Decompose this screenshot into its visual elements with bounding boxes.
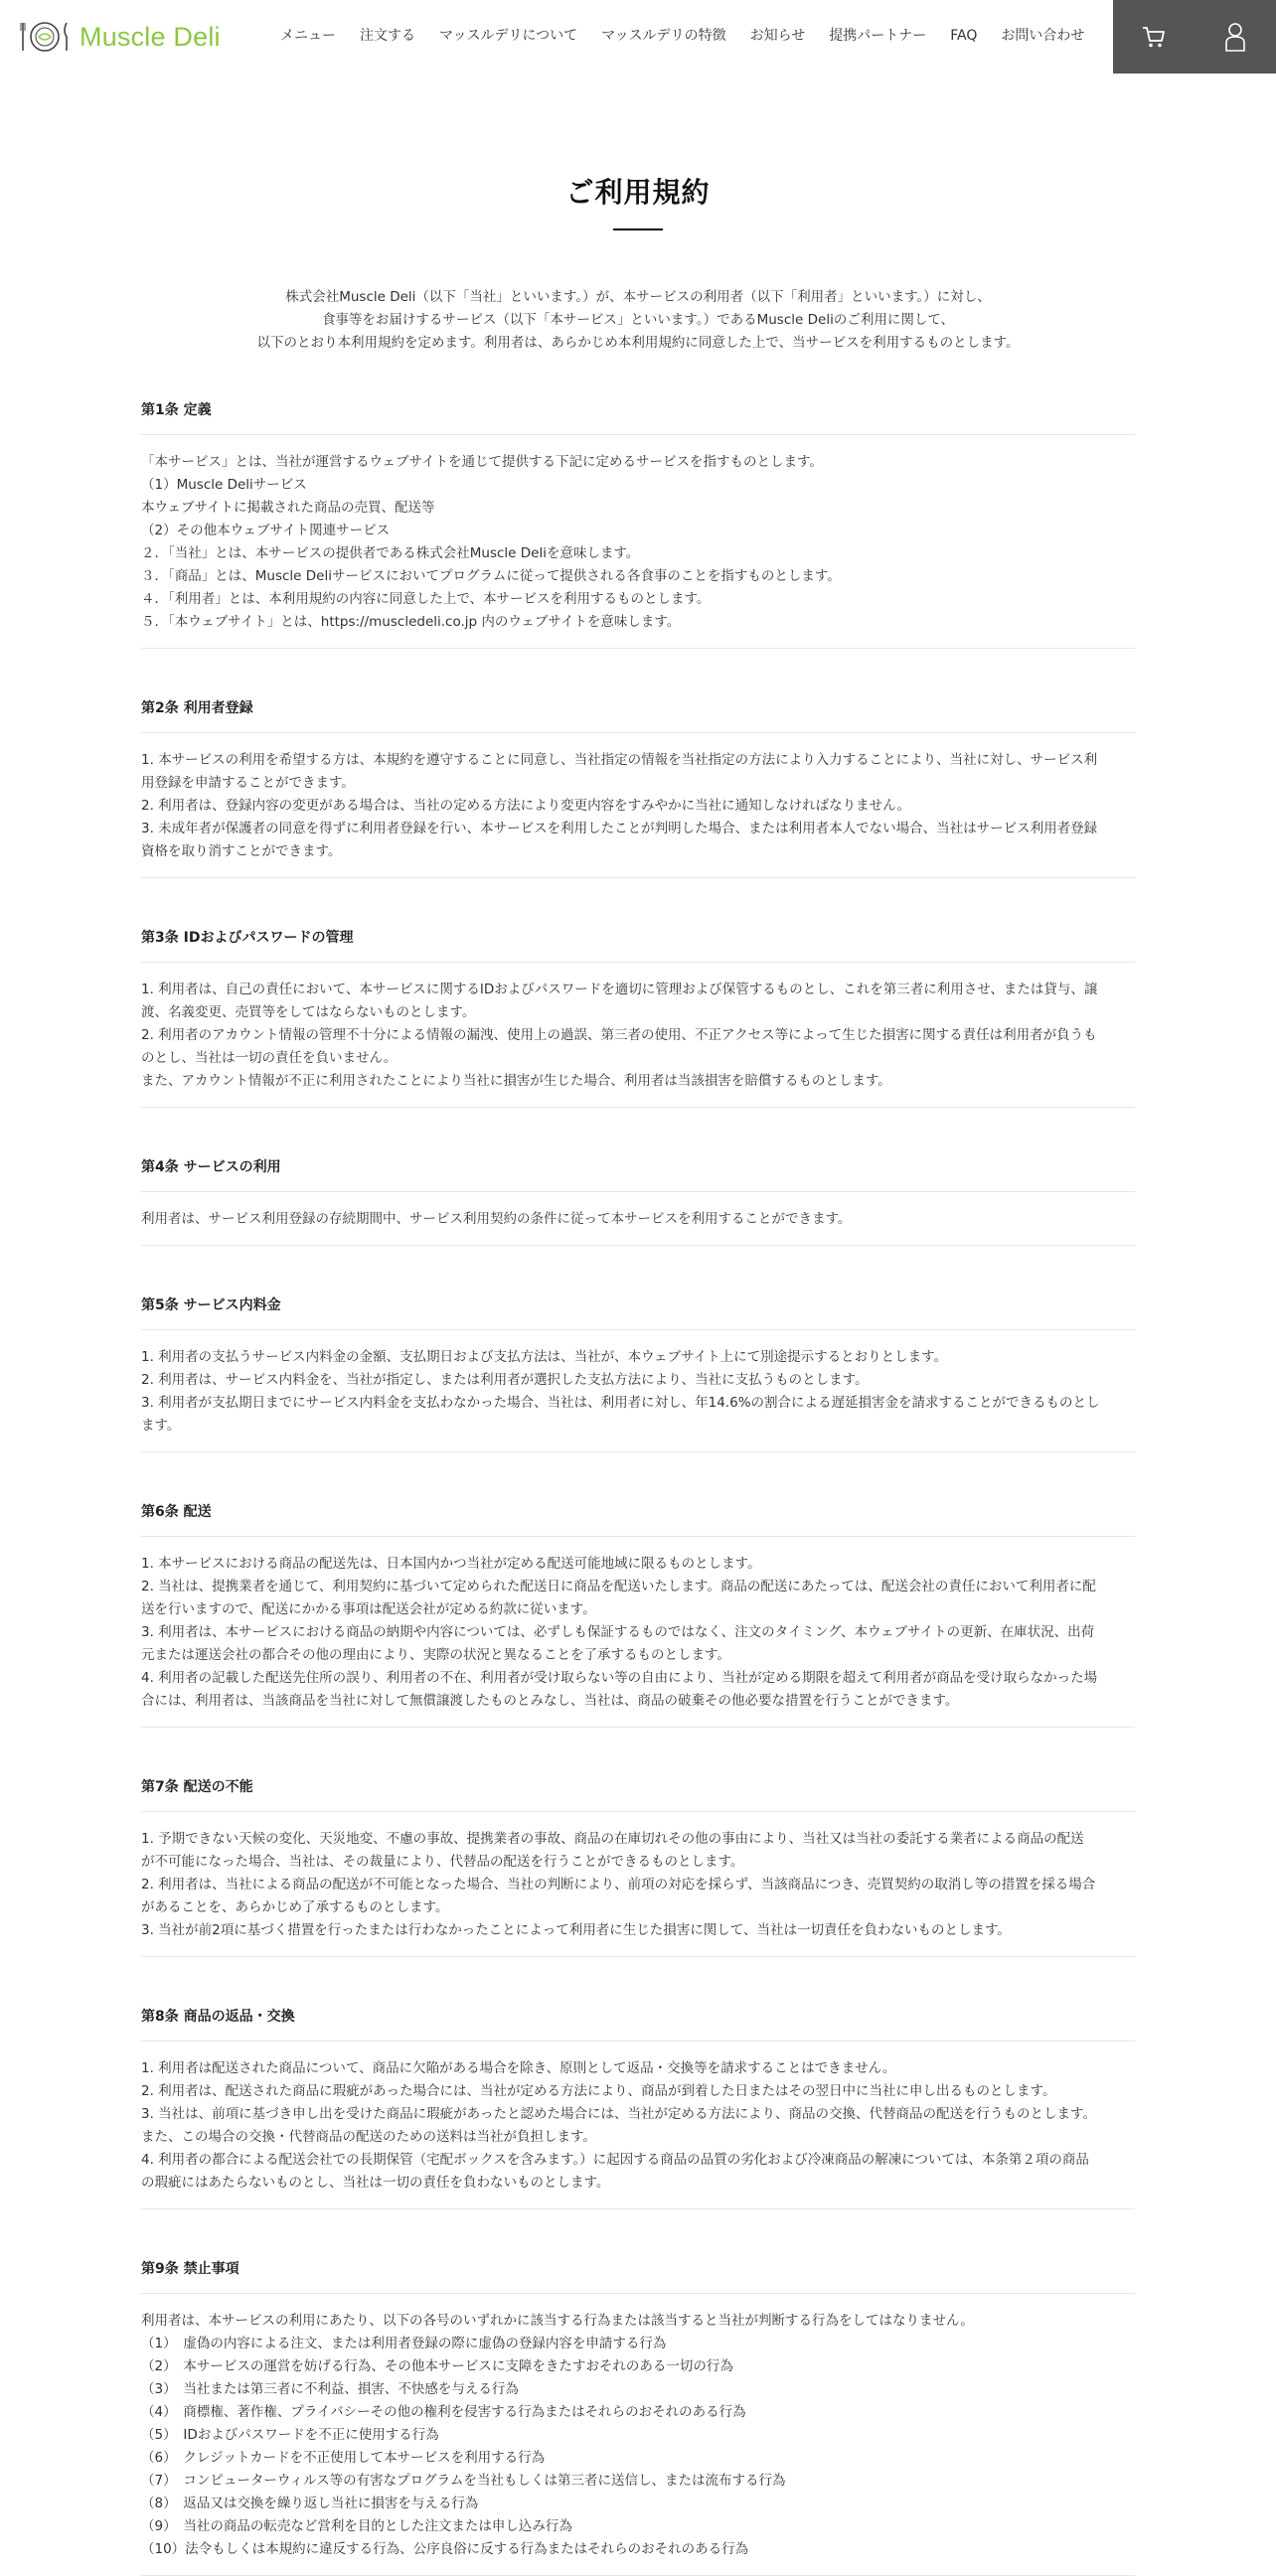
article-text-line: （1）Muscle Deliサービス <box>141 477 307 493</box>
title-underline <box>613 228 663 230</box>
article-text-line: 2. 利用者のアカウント情報の管理不十分による情報の漏洩、使用上の過誤、第三者の使用、不正アクセス等によって生じた損害に関する責任は利用者が負うも <box>141 1027 1097 1043</box>
cart-icon <box>1141 24 1167 50</box>
article-text-line: 1. 利用者は、自己の責任において、本サービスに関するIDおよびパスワードを適切に管理および保管するものとし、これを第三者に利用させ、または貸与、譲 <box>141 982 1098 997</box>
terms-page <box>0 173 1276 2576</box>
article-text-line: 元または運送会社の都合その他の理由により、実際の状況と異なることを了承するものとします。 <box>141 1647 730 1663</box>
terms-article <box>141 1141 1135 1246</box>
article-text-line: 3. 当社が前2項に基づく措置を行ったまたは行わなかったことによって利用者に生じた損害に関して、当社は一切責任を負わないものとします。 <box>141 1922 1011 1938</box>
terms-article <box>141 2243 1135 2576</box>
terms-article <box>141 1991 1135 2209</box>
nav-item-faq[interactable]: FAQ <box>950 28 978 44</box>
article-text-line: 利用者は、本サービスの利用にあたり、以下の各号のいずれかに該当する行為または該当すると当社が判断する行為をしてはなりません。 <box>141 2313 974 2329</box>
article-text-line: ４．「利用者」とは、本利用規約の内容に同意した上で、本サービスを利用するものとします。 <box>141 591 711 607</box>
article-text-line: ３．「商品」とは、Muscle Deliサービスにおいてプログラムに従って提供される各食事のことを指すものとします。 <box>141 568 841 584</box>
article-text-line: ５．「本ウェブサイト」とは、https://muscledeli.co.jp 内のウェブサイトを意味します。 <box>141 614 681 630</box>
article-text-line: （7） コンピューターウィルス等の有害なプログラムを当社もしくは第三者に送信し、または流布する行為 <box>141 2473 786 2489</box>
article-heading: 第1条 定義 <box>141 384 1135 435</box>
article-text-line: が不可能になった場合、当社は、その裁量により、代替品の配送を行うことができるものとします。 <box>141 1854 744 1870</box>
article-text-line: のとし、当社は一切の責任を負いません。 <box>141 1050 398 1066</box>
article-text-line: （5） IDおよびパスワードを不正に使用する行為 <box>141 2427 439 2443</box>
article-text-line: 1. 本サービスの利用を希望する方は、本規約を遵守することに同意し、当社指定の情報を当社指定の方法により入力することにより、当社に対し、サービス利 <box>141 752 1098 768</box>
article-text-line: 用登録を申請することができます。 <box>141 775 355 791</box>
article-heading: 第7条 配送の不能 <box>141 1761 1135 1812</box>
article-text-line: 2. 利用者は、配送された商品に瑕疵があった場合には、当社が定める方法により、商品が到着した日またはその翌日中に当社に申し出るものとします。 <box>141 2083 1056 2099</box>
article-text-line: （8） 返品又は交換を繰り返し当社に損害を与える行為 <box>141 2496 479 2511</box>
article-text-line: 2. 利用者は、登録内容の変更がある場合は、当社の定める方法により変更内容をすみやかに当社に通知しなければなりません。 <box>141 798 910 814</box>
cart-button[interactable] <box>1113 0 1195 74</box>
header-icon-box <box>1113 0 1276 74</box>
nav-item-partners[interactable]: 提携パートナー <box>829 28 927 44</box>
article-text-line: 2. 当社は、提携業者を通じて、利用契約に基づいて定められた配送日に商品を配送いたします。商品の配送にあたっては、配送会社の責任において利用者に配 <box>141 1579 1096 1594</box>
article-text-line: 2. 利用者は、当社による商品の配送が不可能となった場合、当社の判断により、前項の対応を採らず、当該商品につき、売買契約の取消し等の措置を採る場合 <box>141 1877 1096 1893</box>
terms-article <box>141 384 1135 649</box>
article-text-line: ます。 <box>141 1418 181 1434</box>
terms-article <box>141 1280 1135 1452</box>
article-text-line: 4. 利用者の記載した配送先住所の誤り、利用者の不在、利用者が受け取らない等の自由により、当社が定める期限を超えて利用者が商品を受け取らなかった場 <box>141 1670 1098 1686</box>
intro-text <box>141 286 1135 355</box>
article-heading: 第9条 禁止事項 <box>141 2243 1135 2294</box>
article-text-line: 利用者は、サービス利用登録の存続期間中、サービス利用契約の条件に従って本サービスを利用することができます。 <box>141 1211 852 1227</box>
article-text-line: 2. 利用者は、サービス内料金を、当社が指定し、または利用者が選択した支払方法により、当社に支払うものとします。 <box>141 1372 869 1388</box>
account-button[interactable] <box>1195 0 1276 74</box>
article-text-line: 3. 利用者は、本サービスにおける商品の納期や内容については、必ずしも保証するものではなく、注文のタイミング、本ウェブサイトの更新、在庫状況、出荷 <box>141 1624 1095 1640</box>
article-text-line: （6） クレジットカードを不正使用して本サービスを利用する行為 <box>141 2450 546 2466</box>
article-text-line: 3. 当社は、前項に基づき申し出を受けた商品に瑕疵があったと認めた場合には、当社が定める方法により、商品の交換、代替商品の配送を行うものとします。 <box>141 2106 1096 2122</box>
article-text-line: 送を行いますので、配送にかかる事項は配送会社が定める約款に従います。 <box>141 1601 596 1617</box>
logo-icon <box>18 17 72 57</box>
logo-link[interactable] <box>18 17 221 57</box>
main-nav <box>280 26 1084 46</box>
intro-line: 食事等をお届けするサービス（以下「本サービス」といいます。）であるMuscle Deliのご利用に関して、 <box>321 312 955 328</box>
user-icon <box>1224 22 1246 52</box>
article-text-line: 3. 未成年者が保護者の同意を得ずに利用者登録を行い、本サービスを利用したことが判明した場合、または利用者本人でない場合、当社はサービス利用者登録 <box>141 821 1098 836</box>
article-text-line: （3） 当社または第三者に不利益、損害、不快感を与える行為 <box>141 2381 519 2397</box>
article-heading: 第5条 サービス内料金 <box>141 1280 1135 1330</box>
article-heading: 第6条 配送 <box>141 1486 1135 1537</box>
article-text-line: 1. 予期できない天候の変化、天災地変、不慮の事故、提携業者の事故、商品の在庫切れその他の事由により、当社又は当社の委託する業者による商品の配送 <box>141 1831 1084 1847</box>
article-text-line: 4. 利用者の都合による配送会社での長期保管（宅配ボックスを含みます。）に起因する商品の品質の劣化および冷凍商品の解凍については、本条第２項の商品 <box>141 2152 1089 2168</box>
article-text-line: また、アカウント情報が不正に利用されたことにより当社に損害が生じた場合、利用者は当該損害を賠償するものとします。 <box>141 1073 891 1089</box>
article-text-line: （4） 商標権、著作権、プライバシーその他の権利を侵害する行為またはそれらのおそれのある行為 <box>141 2404 746 2420</box>
article-text-line: 1. 本サービスにおける商品の配送先は、日本国内かつ当社が定める配送可能地域に限るものとします。 <box>141 1556 761 1572</box>
article-heading: 第4条 サービスの利用 <box>141 1141 1135 1192</box>
article-text-line: （9） 当社の商品の転売など営利を目的とした注文または申し込み行為 <box>141 2518 572 2534</box>
article-text-line: 「本サービス」とは、当社が運営するウェブサイトを通じて提供する下記に定めるサービスを指すものとします。 <box>141 454 823 470</box>
nav-item-features[interactable]: マッスルデリの特徴 <box>601 28 726 44</box>
article-heading: 第3条 IDおよびパスワードの管理 <box>141 912 1135 963</box>
article-text-line: 本ウェブサイトに掲載された商品の売買、配送等 <box>141 500 435 516</box>
nav-item-contact[interactable]: お問い合わせ <box>1001 28 1085 44</box>
article-text-line: （2） 本サービスの運営を妨げる行為、その他本サービスに支障をきたすおそれのある一切の行為 <box>141 2358 733 2374</box>
nav-item-menu[interactable]: メニュー <box>280 28 336 44</box>
intro-line: 株式会社Muscle Deli（以下「当社」といいます。）が、本サービスの利用者（以下「利用者」といいます。）に対し、 <box>285 289 991 305</box>
article-text-line: 3. 利用者が支払期日までにサービス内料金を支払わなかった場合、当社は、利用者に対し、年14.6%の割合による遅延損害金を請求することができるものとし <box>141 1395 1100 1411</box>
site-header <box>0 0 1276 74</box>
terms-article <box>141 1486 1135 1728</box>
logo-text: Muscle Deli <box>80 21 221 52</box>
article-heading: 第8条 商品の返品・交換 <box>141 1991 1135 2042</box>
terms-article <box>141 682 1135 878</box>
terms-article <box>141 912 1135 1108</box>
article-text-line: （10）法令もしくは本規約に違反する行為、公序良俗に反する行為またはそれらのおそれのある行為 <box>141 2541 749 2557</box>
terms-article <box>141 1761 1135 1957</box>
article-text-line: 資格を取り消すことができます。 <box>141 843 342 859</box>
article-text-line: 1. 利用者は配送された商品について、商品に欠陥がある場合を除き、原則として返品・交換等を請求することはできません。 <box>141 2060 896 2076</box>
article-text-line: また、この場合の交換・代替商品の配送のための送料は当社が負担します。 <box>141 2129 596 2145</box>
intro-line: 以下のとおり本利用規約を定めます。利用者は、あらかじめ本利用規約に同意した上で、当サービスを利用するものとします。 <box>256 335 1020 351</box>
page-title: ご利用規約 <box>565 176 711 209</box>
terms-articles <box>141 384 1135 2576</box>
article-text-line: の瑕疵にはあたらないものとし、当社は一切の責任を負わないものとします。 <box>141 2175 610 2191</box>
article-text-line: （1） 虚偽の内容による注文、または利用者登録の際に虚偽の登録内容を申請する行為 <box>141 2336 667 2351</box>
article-heading: 第2条 利用者登録 <box>141 682 1135 733</box>
article-text-line: （2）その他本ウェブサイト関連サービス <box>141 523 391 538</box>
nav-item-order[interactable]: 注文する <box>360 28 415 44</box>
article-text-line: 1. 利用者の支払うサービス内料金の金額、支払期日および支払方法は、当社が、本ウェブサイト上にて別途提示するとおりとします。 <box>141 1349 948 1365</box>
article-text-line: ２．「当社」とは、本サービスの提供者である株式会社Muscle Deliを意味します。 <box>141 545 640 561</box>
article-text-line: 合には、利用者は、当該商品を当社に対して無償譲渡したものとみなし、当社は、商品の破棄その他必要な措置を行うことができます。 <box>141 1693 959 1709</box>
nav-item-news[interactable]: お知らせ <box>749 28 806 44</box>
nav-item-about[interactable]: マッスルデリについて <box>439 28 578 44</box>
article-text-line: があることを、あらかじめ了承するものとします。 <box>141 1899 449 1915</box>
article-text-line: 渡、名義変更、売買等をしてはならないものとします。 <box>141 1004 476 1020</box>
